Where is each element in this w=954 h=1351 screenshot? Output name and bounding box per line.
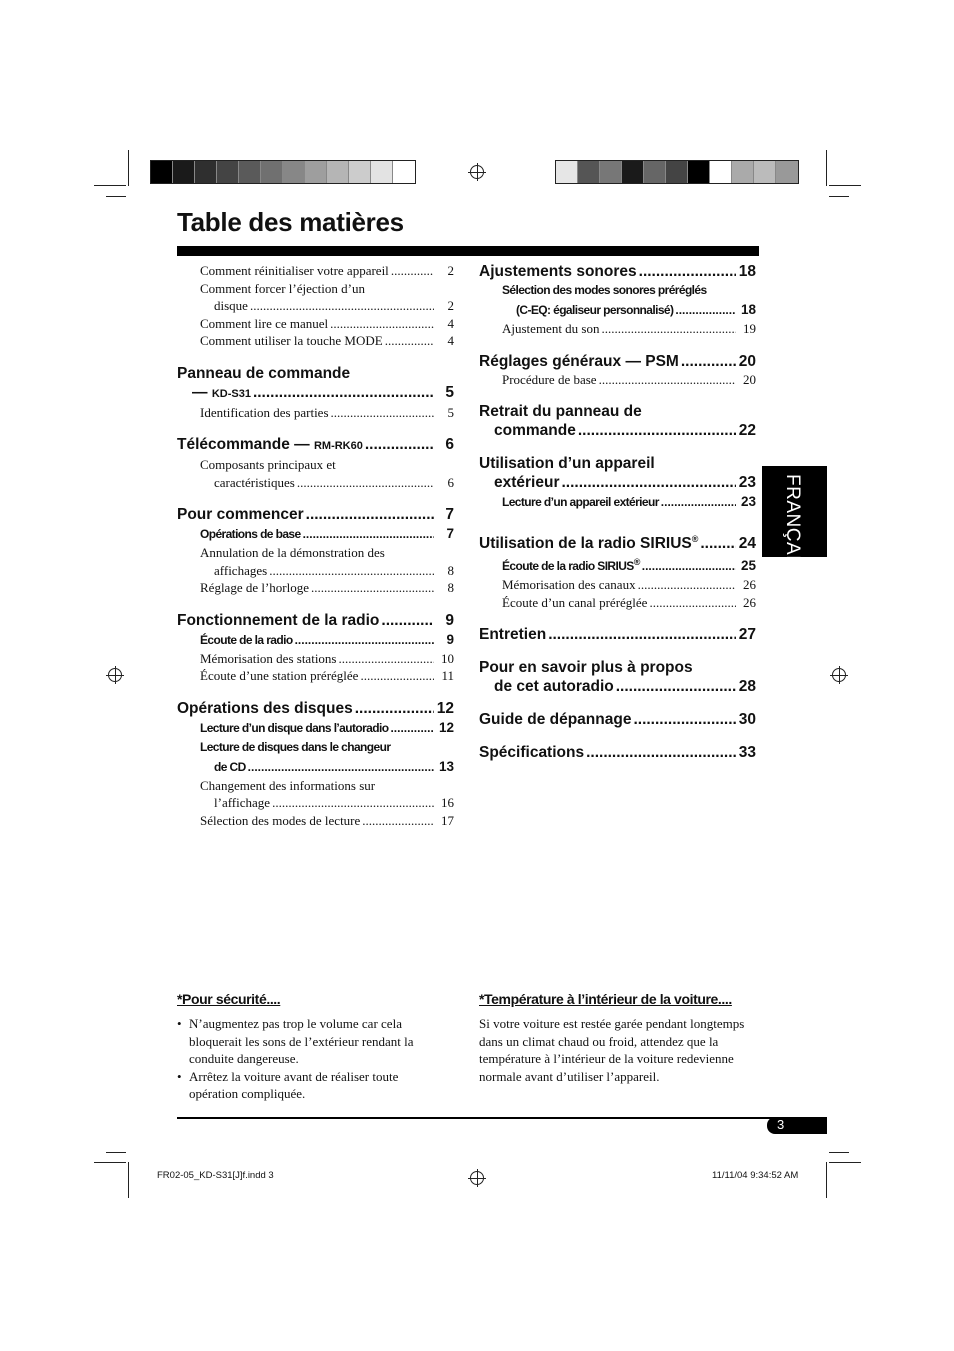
toc-entry-title: Utilisation d’un appareil: [479, 455, 655, 472]
toc-entry[interactable]: [479, 658, 756, 677]
temperature-heading: *Température à l’intérieur de la voiture....: [479, 991, 732, 1007]
page-title: Table des matières: [177, 207, 404, 237]
page-ref: 20: [743, 371, 756, 387]
toc-entry-text: [214, 297, 248, 315]
dot-leader: [639, 262, 736, 281]
dot-leader: [339, 650, 435, 668]
language-tab: [762, 466, 827, 575]
dot-leader: [331, 404, 434, 422]
page-ref: 30: [738, 711, 756, 729]
toc-entry-title: Ajustements sonores: [479, 263, 637, 280]
page-ref: 16: [441, 795, 454, 810]
toc-entry-text: [177, 505, 304, 524]
toc-entry[interactable]: [177, 812, 454, 830]
toc-entry[interactable]: [479, 421, 756, 440]
bottom-rule: [177, 1117, 827, 1119]
page-ref: 13: [438, 758, 454, 774]
toc-entry[interactable]: [177, 544, 454, 562]
page-ref: 9: [446, 631, 454, 647]
toc-entry-title: Panneau de commande: [177, 364, 351, 382]
toc-entry-title: Télécommande —: [177, 436, 314, 453]
toc-entry-text: [200, 777, 375, 795]
toc-entry-title: —: [192, 383, 212, 401]
toc-entry-title: de cet autoradio: [494, 678, 614, 696]
color-swatch: [644, 161, 666, 183]
toc-entry-title: de CD: [214, 759, 246, 774]
dot-leader: [548, 625, 736, 644]
toc-entry-text: [200, 812, 360, 830]
page-ref: 8: [447, 562, 454, 578]
dot-leader: [675, 301, 736, 320]
page-number-box: [767, 1117, 827, 1134]
toc-entry-title: Composants principaux et: [200, 457, 336, 472]
toc-entry[interactable]: [479, 371, 756, 389]
toc-entry-text: [192, 383, 251, 404]
toc-entry[interactable]: [177, 794, 454, 812]
toc-entry-text: [200, 525, 301, 544]
spacer: [479, 729, 756, 743]
toc-entry-title: Opérations des disques: [177, 699, 353, 717]
toc-entry-title: Lecture d’un disque dans l’autoradio: [200, 720, 389, 735]
toc-entry-title: Utilisation de la radio SIRIUS: [479, 535, 692, 553]
toc-entry[interactable]: [479, 625, 756, 644]
dot-leader: [365, 435, 434, 454]
toc-entry-title: Réglage de l’horloge: [200, 580, 310, 595]
toc-entry-title: Guide de dépannage: [479, 711, 632, 729]
page-ref: 18: [738, 263, 756, 280]
color-swatch: [283, 161, 305, 183]
toc-entry-title: Comment forcer l’éjection d’un: [200, 280, 365, 296]
dot-leader: [269, 562, 434, 580]
toc-right-column: [479, 262, 756, 762]
dot-leader: [381, 611, 434, 630]
toc-entry-text: [479, 402, 642, 421]
toc-entry[interactable]: [177, 332, 454, 350]
dot-leader: [681, 352, 736, 371]
page-ref: 27: [738, 626, 756, 644]
toc-entry-text: [200, 544, 385, 562]
crop-mark: [128, 1162, 129, 1198]
spacer: [177, 491, 454, 505]
dot-leader: [297, 474, 434, 492]
dot-leader: [295, 631, 434, 650]
page-ref: 24: [738, 535, 756, 553]
toc-entry-title: Ajustement du son: [502, 321, 600, 336]
color-swatch: [710, 161, 732, 183]
page-ref: 33: [738, 744, 756, 762]
toc-entry-text: [502, 553, 640, 576]
toc-entry-title: extérieur: [494, 474, 560, 491]
color-swatch: [776, 161, 798, 183]
safety-bullet: • N’augmentez pas trop le volume car cela bloquerait les sons de l’extérieur rendant la conduite dangereuse.: [177, 1015, 442, 1068]
color-swatch: [327, 161, 349, 183]
toc-entry[interactable]: [479, 281, 756, 300]
dot-leader: [250, 297, 434, 315]
registration-bar-left: [150, 160, 416, 184]
dot-leader: [362, 812, 434, 830]
toc-entry-text: [494, 421, 576, 440]
page-ref: 25: [740, 558, 756, 574]
spacer: [479, 512, 756, 530]
toc-entry[interactable]: [177, 383, 454, 404]
safety-bullet: • Arrêtez la voiture avant de réaliser toute opération compliquée.: [177, 1068, 442, 1103]
footer-file: FR02-05_KD-S31[J]f.indd 3: [157, 1170, 274, 1181]
toc-entry-title: Retrait du panneau de: [479, 403, 642, 420]
crop-mark: [106, 196, 126, 197]
color-swatch: [578, 161, 600, 183]
color-swatch: [349, 161, 371, 183]
toc-entry[interactable]: [177, 505, 454, 524]
color-swatch: [173, 161, 195, 183]
color-swatch: [622, 161, 644, 183]
page-ref: 20: [738, 352, 756, 370]
page-ref: 17: [441, 812, 454, 828]
title-rule: [177, 246, 759, 256]
dot-leader: [642, 557, 736, 576]
toc-entry[interactable]: [177, 280, 454, 298]
spacer: [479, 388, 756, 402]
toc-entry-text: [177, 435, 363, 456]
page-ref: 22: [738, 422, 756, 439]
spacer: [177, 421, 454, 435]
page-ref: 10: [441, 650, 454, 666]
dot-leader: [303, 525, 434, 544]
toc-entry-text: [479, 710, 631, 729]
dot-leader: [385, 332, 434, 350]
toc-entry[interactable]: [177, 777, 454, 795]
toc-entry-title: Écoute d’un canal préréglée: [502, 594, 648, 610]
toc-entry[interactable]: [177, 630, 454, 650]
toc-entry-text: [479, 530, 698, 553]
dot-leader: [602, 320, 737, 338]
dot-leader: [586, 743, 736, 762]
toc-entry-text: [177, 611, 379, 630]
footer-datetime: 11/11/04 9:34:52 AM: [712, 1170, 799, 1181]
page-ref: 4: [447, 333, 454, 348]
dot-leader: [578, 421, 736, 440]
model-number: KD-S31: [211, 387, 251, 400]
page-ref: 12: [438, 719, 454, 735]
spacer: [177, 597, 454, 611]
color-swatch: [732, 161, 754, 183]
spacer: [479, 696, 756, 710]
toc-entry[interactable]: [177, 364, 454, 383]
dot-leader: [272, 794, 434, 812]
dot-leader: [633, 710, 736, 729]
crop-mark: [826, 1162, 827, 1198]
dot-leader: [311, 579, 434, 597]
color-swatch: [261, 161, 283, 183]
toc-entry-text: [502, 576, 636, 594]
registered-mark: ®: [633, 557, 640, 568]
toc-entry-title: Lecture de disques dans le changeur: [200, 739, 391, 754]
page-ref: 4: [447, 315, 454, 331]
toc-entry-title: disque: [214, 298, 248, 313]
toc-entry-title: Sélection des modes de lecture: [200, 812, 361, 828]
toc-entry[interactable]: [177, 650, 454, 668]
toc-entry-text: [502, 493, 659, 512]
toc-entry-text: [479, 262, 637, 281]
toc-entry[interactable]: [479, 262, 756, 281]
page-ref: 12: [436, 699, 454, 717]
toc-entry-text: [214, 758, 246, 777]
toc-entry-text: [479, 658, 693, 677]
toc-entry[interactable]: [177, 757, 454, 777]
toc-entry-title: l’affichage: [214, 795, 271, 810]
toc-entry-title: Procédure de base: [502, 371, 597, 387]
toc-entry-title: Fonctionnement de la radio: [177, 611, 380, 629]
toc-entry-title: Sélection des modes sonores préréglés: [502, 283, 707, 297]
toc-entry-title: Comment réinitialiser votre appareil: [200, 263, 389, 278]
color-swatch: [666, 161, 688, 183]
toc-entry[interactable]: [177, 579, 454, 597]
toc-entry-title: Annulation de la démonstration des: [200, 545, 385, 560]
toc-entry[interactable]: [177, 404, 454, 422]
dot-leader: [599, 371, 736, 389]
toc-entry-text: [502, 594, 647, 612]
crop-mark: [826, 150, 827, 186]
toc-entry-text: [502, 371, 597, 389]
toc-entry-text: [502, 281, 707, 300]
toc-entry-text: [200, 332, 383, 350]
toc-entry-text: [200, 280, 365, 298]
page-ref: 9: [445, 611, 454, 629]
toc-entry[interactable]: [479, 530, 756, 553]
registration-target-icon: [832, 668, 846, 682]
page-ref: 23: [738, 474, 756, 491]
dot-leader: [561, 473, 736, 492]
toc-entry[interactable]: [479, 710, 756, 729]
dot-leader: [391, 262, 434, 280]
spacer: [479, 611, 756, 625]
color-swatch: [151, 161, 173, 183]
crop-mark: [829, 185, 861, 186]
crop-mark: [94, 185, 126, 186]
toc-entry[interactable]: [177, 262, 454, 280]
dot-leader: [330, 315, 434, 333]
page-ref: 2: [447, 298, 454, 313]
toc-entry[interactable]: [177, 738, 454, 757]
toc-entry[interactable]: [479, 594, 756, 612]
crop-mark: [829, 196, 849, 197]
page-ref: 5: [447, 404, 454, 420]
toc-entry[interactable]: [479, 352, 756, 371]
spacer: [177, 685, 454, 699]
dot-leader: [390, 719, 434, 738]
page-ref: 7: [446, 526, 454, 541]
toc-entry-title: Écoute de la radio: [200, 632, 293, 647]
toc-entry[interactable]: [479, 402, 756, 421]
toc-entry-text: [200, 650, 337, 668]
safety-text: [177, 1015, 442, 1103]
toc-entry-text: [494, 677, 614, 696]
toc-entry[interactable]: [177, 315, 454, 333]
toc-entry[interactable]: [177, 562, 454, 580]
color-swatch: [688, 161, 710, 183]
toc-entry-title: (C-EQ: égaliseur personnalisé): [516, 303, 674, 317]
toc-entry-text: [200, 404, 329, 422]
color-swatch: [195, 161, 217, 183]
toc-left-column: [177, 262, 454, 829]
color-swatch: [305, 161, 327, 183]
toc-entry[interactable]: [479, 576, 756, 594]
toc-entry-text: [516, 301, 673, 320]
dot-leader: [616, 677, 736, 696]
toc-entry[interactable]: [177, 611, 454, 630]
safety-heading: *Pour sécurité....: [177, 991, 281, 1007]
toc-entry-text: [502, 320, 600, 338]
toc-entry-text: [200, 667, 358, 685]
page-ref: 18: [740, 302, 756, 317]
toc-entry[interactable]: [177, 297, 454, 315]
toc-entry-title: Identification des parties: [200, 404, 329, 420]
toc-entry-title: Comment utiliser la touche MODE: [200, 333, 383, 348]
dot-leader: [661, 493, 736, 512]
toc-entry-title: Entretien: [479, 626, 547, 644]
toc-entry[interactable]: [177, 456, 454, 474]
page-ref: 28: [738, 678, 756, 696]
color-swatch: [393, 161, 415, 183]
page-ref: 6: [447, 474, 454, 490]
page-ref: 5: [445, 383, 454, 401]
spacer: [479, 338, 756, 352]
toc-entry-title: Pour en savoir plus à propos: [479, 659, 693, 677]
toc-entry-text: [177, 364, 350, 383]
toc-entry-title: Opérations de base: [200, 527, 301, 541]
crop-mark: [829, 1152, 849, 1153]
dot-leader: [360, 667, 434, 685]
toc-entry-text: [214, 562, 267, 580]
toc-entry[interactable]: [177, 667, 454, 685]
toc-entry-title: commande: [494, 422, 576, 439]
dot-leader: [248, 758, 434, 777]
model-number: RM-RK60: [313, 440, 363, 452]
dot-leader: [638, 576, 736, 594]
toc-entry[interactable]: [177, 699, 454, 718]
page-ref: 8: [447, 580, 454, 595]
toc-entry-text: [214, 794, 270, 812]
page-ref: 7: [445, 506, 454, 523]
dot-leader: [253, 383, 434, 402]
toc-entry-text: [494, 473, 559, 492]
color-swatch: [556, 161, 578, 183]
language-tab-label: FRANÇAIS: [782, 474, 803, 575]
toc-entry[interactable]: [177, 435, 454, 456]
toc-entry[interactable]: [479, 473, 756, 492]
toc-entry-title: Réglages généraux — PSM: [479, 352, 679, 370]
page-ref: 6: [445, 436, 454, 453]
registration-target-icon: [108, 668, 122, 682]
toc-entry-title: Lecture d’un appareil extérieur: [502, 495, 659, 509]
crop-mark: [829, 1162, 861, 1163]
toc-entry-text: [177, 699, 353, 718]
toc-entry-text: [479, 352, 679, 371]
toc-entry[interactable]: [479, 553, 756, 576]
toc-entry[interactable]: [479, 300, 756, 320]
color-swatch: [239, 161, 261, 183]
page-ref: 26: [743, 577, 756, 593]
registration-target-icon: [470, 1171, 484, 1185]
toc-entry-text: [200, 579, 309, 597]
page-ref: 11: [441, 668, 454, 683]
page-ref: 26: [743, 594, 756, 610]
color-swatch: [371, 161, 393, 183]
toc-entry-text: [200, 719, 388, 738]
toc-entry[interactable]: [479, 454, 756, 473]
toc-entry[interactable]: [177, 524, 454, 544]
toc-entry[interactable]: [479, 743, 756, 762]
toc-entry-text: [200, 456, 336, 474]
toc-entry-text: [479, 454, 655, 473]
spacer: [479, 644, 756, 658]
temperature-text: Si votre voiture est restée garée pendant longtemps dans un climat chaud ou froid, attendez que la température à l’intérieur de la voiture redevienne normale avant d’utiliser l’appareil.: [479, 1016, 745, 1084]
dot-leader: [700, 534, 736, 553]
color-swatch: [754, 161, 776, 183]
registered-mark: ®: [691, 534, 699, 544]
toc-entry-title: Mémorisation des stations: [200, 650, 337, 666]
dot-leader: [355, 699, 434, 718]
toc-entry-title: Pour commencer: [177, 506, 304, 523]
toc-entry-title: Changement des informations sur: [200, 777, 376, 793]
toc-entry-text: [200, 631, 293, 650]
toc-entry-text: [200, 262, 389, 280]
toc-entry-title: Spécifications: [479, 744, 585, 762]
toc-entry-title: Écoute de la radio SIRIUS: [502, 559, 634, 574]
spacer: [479, 440, 756, 454]
toc-entry-text: [200, 738, 390, 757]
color-swatch: [600, 161, 622, 183]
toc-entry[interactable]: [177, 474, 454, 492]
registration-target-icon: [470, 165, 484, 179]
color-swatch: [217, 161, 239, 183]
toc-entry-title: Écoute d’une station préréglée: [200, 668, 359, 683]
toc-entry-text: [479, 625, 546, 644]
crop-mark: [106, 1152, 126, 1153]
toc-entry-text: [479, 743, 584, 762]
page-ref: 19: [743, 321, 756, 336]
toc-entry[interactable]: [479, 677, 756, 696]
toc-entry[interactable]: [479, 320, 756, 338]
page-ref: 2: [447, 263, 454, 278]
toc-entry-title: Mémorisation des canaux: [502, 577, 636, 593]
dot-leader: [306, 505, 434, 524]
spacer: [177, 350, 454, 364]
page-number: 3: [777, 1117, 785, 1132]
toc-entry[interactable]: [479, 492, 756, 512]
toc-entry-text: [200, 315, 328, 333]
toc-entry-title: Comment lire ce manuel: [200, 315, 329, 331]
dot-leader: [649, 594, 736, 612]
toc-entry-title: caractéristiques: [214, 474, 295, 490]
toc-entry-text: [214, 474, 295, 492]
crop-mark: [128, 150, 129, 186]
crop-mark: [94, 1162, 126, 1163]
registration-bar-right: [555, 160, 799, 184]
toc-entry-title: affichages: [214, 562, 268, 578]
toc-entry[interactable]: [177, 718, 454, 738]
page-ref: 23: [740, 494, 756, 509]
